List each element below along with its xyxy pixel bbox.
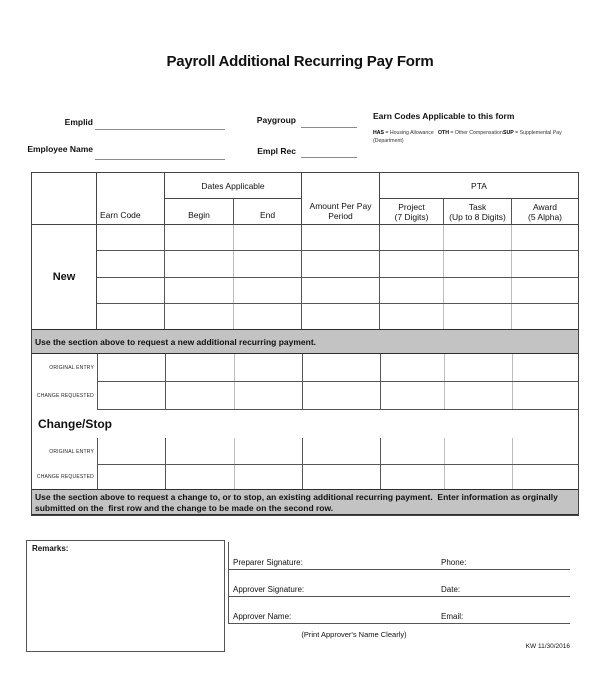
approver-name-row[interactable] xyxy=(229,597,570,624)
amount-cell[interactable] xyxy=(302,251,380,276)
earn-code-cell[interactable] xyxy=(97,278,165,303)
end-date-cell[interactable] xyxy=(235,354,303,381)
new-section-grid xyxy=(97,225,578,329)
amount-cell[interactable] xyxy=(303,465,381,489)
emplid-field[interactable] xyxy=(95,129,225,130)
signature-section xyxy=(228,542,570,650)
award-cell[interactable] xyxy=(512,251,578,276)
task-cell[interactable] xyxy=(444,304,512,329)
project-cell[interactable] xyxy=(381,465,445,489)
earn-code-cell[interactable] xyxy=(98,382,166,409)
project-cell[interactable] xyxy=(381,354,445,381)
task-cell[interactable] xyxy=(445,465,513,489)
begin-date-cell[interactable] xyxy=(165,225,234,250)
begin-date-cell[interactable] xyxy=(165,304,234,329)
header-begin: Begin xyxy=(165,199,234,224)
earn-code-sup xyxy=(503,130,562,136)
table-row xyxy=(97,304,578,329)
revision-stamp: KW 11/30/2016 xyxy=(525,643,570,650)
print-approver-name-note: (Print Approver's Name Clearly) xyxy=(301,630,407,639)
project-cell[interactable] xyxy=(380,225,444,250)
header-amount-per-pay-period: Amount Per Pay Period xyxy=(302,173,380,224)
end-date-cell[interactable] xyxy=(234,225,302,250)
earn-code-has-code: HAS xyxy=(373,130,384,136)
earn-code-has-desc: = Housing Allowance xyxy=(385,130,434,136)
begin-date-cell[interactable] xyxy=(166,438,235,464)
preparer-signature-row[interactable] xyxy=(229,542,570,570)
employee-name-label: Employee Name xyxy=(27,144,93,154)
original-entry-grid xyxy=(97,438,578,465)
header-earn-code: Earn Code xyxy=(97,173,165,224)
new-section-label: New xyxy=(32,225,97,329)
earn-code-has-desc2: (Department) xyxy=(373,138,404,144)
change-requested-label: CHANGE REQUESTED xyxy=(36,393,94,399)
approver-signature-label: Approver Signature: xyxy=(233,585,305,594)
approver-signature-row[interactable] xyxy=(229,570,570,597)
original-entry-row xyxy=(32,354,578,382)
earn-code-cell[interactable] xyxy=(98,438,166,464)
empl-rec-label: Empl Rec xyxy=(257,146,296,156)
page-title: Payroll Additional Recurring Pay Form xyxy=(166,53,434,70)
end-date-cell[interactable] xyxy=(234,278,302,303)
earn-code-sup-desc: = Supplemental Pay xyxy=(515,130,562,136)
begin-date-cell[interactable] xyxy=(165,278,234,303)
amount-cell[interactable] xyxy=(303,382,381,409)
paygroup-field[interactable] xyxy=(301,127,357,128)
amount-cell[interactable] xyxy=(303,438,381,464)
amount-cell[interactable] xyxy=(303,354,381,381)
earn-code-cell[interactable] xyxy=(97,225,165,250)
earn-code-cell[interactable] xyxy=(98,465,166,489)
award-cell[interactable] xyxy=(513,438,578,464)
award-cell[interactable] xyxy=(513,354,578,381)
emplid-label: Emplid xyxy=(64,117,93,127)
table-header xyxy=(32,173,578,225)
phone-label: Phone: xyxy=(441,558,467,567)
original-entry-label: ORIGINAL ENTRY xyxy=(49,365,94,371)
task-cell[interactable] xyxy=(445,438,513,464)
award-cell[interactable] xyxy=(513,382,578,409)
end-date-cell[interactable] xyxy=(235,438,303,464)
header-pta: PTA xyxy=(380,173,578,199)
project-cell[interactable] xyxy=(380,278,444,303)
header-dates-applicable-group xyxy=(165,173,302,224)
change-requested-label: CHANGE REQUESTED xyxy=(36,474,94,480)
award-cell[interactable] xyxy=(512,278,578,303)
earn-code-sup-code: SUP xyxy=(503,130,514,136)
change-requested-row xyxy=(32,465,578,489)
end-date-cell[interactable] xyxy=(235,382,303,409)
amount-cell[interactable] xyxy=(302,225,380,250)
new-section-instruction-banner: Use the section above to request a new additional recurring payment. xyxy=(32,329,578,354)
change-requested-grid xyxy=(97,465,578,489)
paygroup-label: Paygroup xyxy=(256,115,296,125)
earn-code-cell[interactable] xyxy=(97,304,165,329)
header-project: Project (7 Digits) xyxy=(380,199,444,224)
earn-code-has xyxy=(373,130,434,136)
end-date-cell[interactable] xyxy=(234,304,302,329)
project-cell[interactable] xyxy=(380,304,444,329)
table-row xyxy=(97,225,578,251)
header-award: Award (5 Alpha) xyxy=(527,201,563,222)
award-cell[interactable] xyxy=(513,465,578,489)
new-section xyxy=(32,225,578,329)
begin-date-cell[interactable] xyxy=(166,354,235,381)
change-stop-instruction-banner: Use the section above to request a change to, or to stop, an existing additional recurring payment. Enter information as orginally submitted on the first row and the change to be made on the second row. xyxy=(32,489,578,515)
task-cell[interactable] xyxy=(444,251,512,276)
award-cell[interactable] xyxy=(512,225,578,250)
original-entry-row xyxy=(32,438,578,465)
change-stop-section-label: Change/Stop xyxy=(38,417,112,431)
task-cell[interactable] xyxy=(445,382,513,409)
change-requested-grid xyxy=(97,382,578,410)
begin-date-cell[interactable] xyxy=(166,465,235,489)
recurring-pay-table xyxy=(31,172,579,516)
approver-name-label: Approver Name: xyxy=(233,612,292,621)
earn-code-cell[interactable] xyxy=(98,354,166,381)
project-cell[interactable] xyxy=(380,251,444,276)
remarks-box[interactable] xyxy=(26,540,225,652)
preparer-signature-label: Preparer Signature: xyxy=(233,558,303,567)
header-task: Task (Up to 8 Digits) xyxy=(444,199,512,224)
task-cell[interactable] xyxy=(444,278,512,303)
table-row xyxy=(97,251,578,277)
header-pta-group xyxy=(380,173,578,224)
header-row-label-cell xyxy=(32,173,97,224)
award-cell[interactable] xyxy=(512,304,578,329)
begin-date-cell[interactable] xyxy=(165,251,234,276)
task-cell[interactable] xyxy=(445,354,513,381)
change-requested-row xyxy=(32,382,578,410)
header-end: End xyxy=(259,210,276,220)
remarks-label: Remarks: xyxy=(32,544,69,553)
task-cell[interactable] xyxy=(444,225,512,250)
email-label: Email: xyxy=(441,612,464,621)
employee-name-field[interactable] xyxy=(95,159,225,160)
project-cell[interactable] xyxy=(381,382,445,409)
earn-code-cell[interactable] xyxy=(97,251,165,276)
earn-code-oth-desc: = Other Compensation xyxy=(450,130,503,136)
amount-cell[interactable] xyxy=(302,278,380,303)
earn-codes-heading: Earn Codes Applicable to this form xyxy=(373,111,515,121)
amount-cell[interactable] xyxy=(302,304,380,329)
end-date-cell[interactable] xyxy=(234,251,302,276)
earn-code-oth-code: OTH xyxy=(438,130,449,136)
begin-date-cell[interactable] xyxy=(166,382,235,409)
header-dates-applicable: Dates Applicable xyxy=(165,173,301,199)
project-cell[interactable] xyxy=(381,438,445,464)
table-row xyxy=(97,278,578,304)
earn-code-oth xyxy=(438,130,503,136)
end-date-cell[interactable] xyxy=(235,465,303,489)
original-entry-label: ORIGINAL ENTRY xyxy=(49,448,94,455)
original-entry-grid xyxy=(97,354,578,382)
empl-rec-field[interactable] xyxy=(301,157,357,158)
date-label: Date: xyxy=(441,585,461,594)
